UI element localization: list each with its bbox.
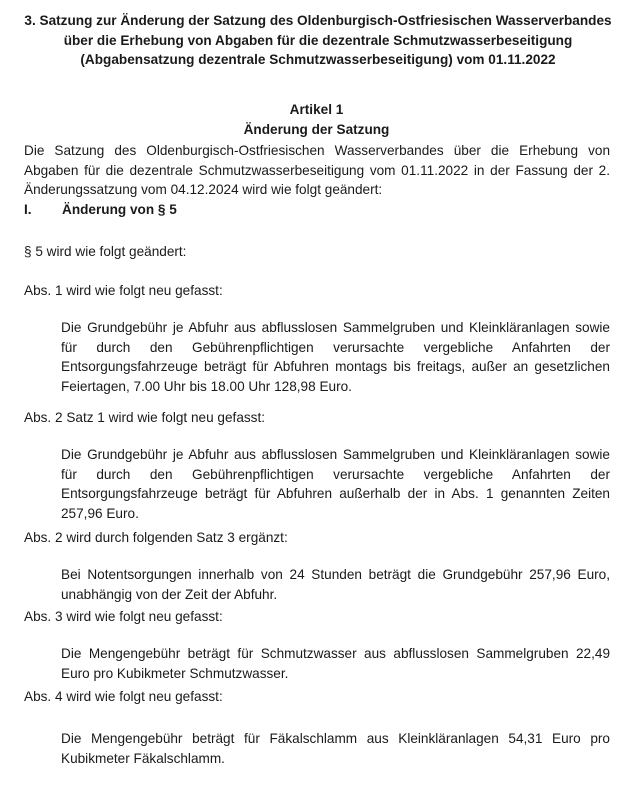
quote-abs1: Die Grundgebühr je Abfuhr aus abflusslosen Sammelgruben und Kleinkläranlagen sowie für durch den Gebührenpflichtigen verursachte vergebliche Anfahrten der Entsorgungsfahrzeuge beträgt für Abfuhren montags bis freitags, außer an gesetzlichen Feiertagen, 7.00 Uhr bis 18.00 Uhr 128,98 Euro.	[61, 320, 610, 394]
paragraph-abs3: Abs. 3 wird wie folgt neu gefasst:	[24, 609, 223, 624]
paragraph-abs2-satz3: Abs. 2 wird durch folgenden Satz 3 ergänzt:	[24, 530, 288, 545]
title-line-1: 3. Satzung zur Änderung der Satzung des Oldenburgisch-Ostfriesischen Wasserverbandes	[24, 13, 612, 28]
paragraph-abs2-satz1: Abs. 2 Satz 1 wird wie folgt neu gefasst:	[24, 410, 266, 425]
document-title	[24, 11, 612, 70]
paragraph-s5: § 5 wird wie folgt geändert:	[24, 244, 187, 259]
title-line-2: über die Erhebung von Abgaben für die dezentrale Schmutzwasserbeseitigung	[63, 32, 573, 48]
article-number: Artikel 1	[289, 102, 344, 117]
quote-abs3: Die Mengengebühr beträgt für Schmutzwasser aus abflusslosen Sammelgruben 22,49 Euro pro Kubikmeter Schmutzwasser.	[61, 646, 610, 681]
quote-abs2-satz3: Bei Notentsorgungen innerhalb von 24 Stunden beträgt die Grundgebühr 257,96 Euro, unabhängig von der Zeit der Abfuhr.	[61, 567, 610, 602]
article-heading: Änderung der Satzung	[243, 122, 390, 137]
paragraph-abs1: Abs. 1 wird wie folgt neu gefasst:	[24, 283, 223, 298]
intro-paragraph: Die Satzung des Oldenburgisch-Ostfriesischen Wasserverbandes über die Erhebung von Abgaben für die dezentrale Schmutzwasserbeseitigung vom 01.11.2022 in der Fassung der 2. Änderungssatzung vom 04.12.2024 wird wie folgt geändert:	[24, 143, 610, 198]
paragraph-abs4: Abs. 4 wird wie folgt neu gefasst:	[24, 689, 223, 704]
section-heading	[24, 200, 177, 220]
section-title: Änderung von § 5	[62, 202, 177, 217]
title-line-3: (Abgabensatzung dezentrale Schmutzwasserbeseitigung) vom 01.11.2022	[80, 52, 556, 67]
quote-abs2-satz1: Die Grundgebühr je Abfuhr aus abflusslosen Sammelgruben und Kleinkläranlagen sowie für durch den Gebührenpflichtigen verursachte vergebliche Anfahrten der Entsorgungsfahrzeuge beträgt für Abfuhren außerhalb der in Abs. 1 genannten Zeiten 257,96 Euro.	[61, 447, 610, 521]
section-number: I.	[24, 202, 32, 217]
quote-abs4: Die Mengengebühr beträgt für Fäkalschlamm aus Kleinkläranlagen 54,31 Euro pro Kubikmeter Fäkalschlamm.	[61, 731, 610, 766]
